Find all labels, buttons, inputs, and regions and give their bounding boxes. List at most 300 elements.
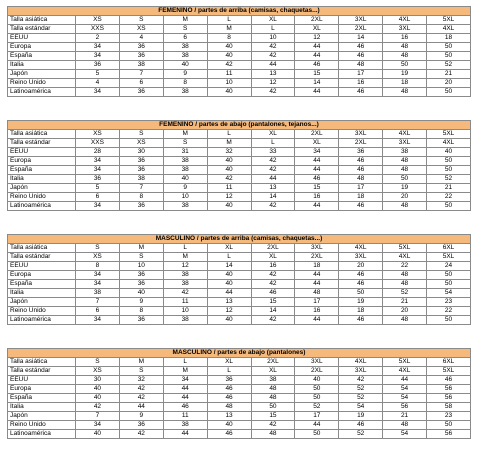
row-label: Reino Unido	[8, 193, 76, 202]
table-cell: 12	[207, 307, 251, 316]
table-cell: 2XL	[339, 139, 383, 148]
table-row	[8, 244, 471, 253]
table-cell: 40	[207, 280, 251, 289]
table-cell: 18	[339, 307, 383, 316]
row-label: Italia	[8, 175, 76, 184]
table-cell: 5XL	[427, 253, 471, 262]
table-row	[8, 376, 471, 385]
table-cell: 36	[119, 88, 163, 97]
table-title: FEMENINO / partes de arriba (camisas, chaquetas...)	[8, 7, 471, 16]
table-cell: 4XL	[339, 244, 383, 253]
row-label: Europa	[8, 385, 76, 394]
table-cell: 4XL	[427, 25, 471, 34]
table-cell: 50	[427, 271, 471, 280]
table-cell: 38	[163, 43, 207, 52]
row-label: España	[8, 280, 76, 289]
table-cell: 16	[251, 262, 295, 271]
table-cell: 18	[427, 34, 471, 43]
table-cell: 9	[119, 298, 163, 307]
table-cell: 54	[383, 430, 427, 439]
row-label: Japón	[8, 70, 76, 79]
table-cell: 34	[163, 376, 207, 385]
table-cell: 2XL	[295, 253, 339, 262]
table-cell: 8	[163, 79, 207, 88]
table-cell: 52	[383, 289, 427, 298]
table-cell: 50	[427, 166, 471, 175]
table-cell: 34	[76, 202, 120, 211]
table-cell: 48	[339, 175, 383, 184]
table-cell: 54	[427, 289, 471, 298]
table-cell: 15	[251, 298, 295, 307]
table-cell: M	[207, 139, 251, 148]
table-cell: 20	[427, 79, 471, 88]
table-cell: 50	[295, 394, 339, 403]
table-cell: 40	[207, 88, 251, 97]
table-cell: 46	[251, 289, 295, 298]
table-cell: 48	[383, 157, 427, 166]
table-cell: 21	[427, 184, 471, 193]
table-cell: 23	[427, 412, 471, 421]
table-cell: 22	[383, 262, 427, 271]
row-label: Italia	[8, 61, 76, 70]
row-label: Italia	[8, 289, 76, 298]
table-cell: 40	[207, 43, 251, 52]
table-cell: 48	[251, 394, 295, 403]
table-cell: 18	[295, 262, 339, 271]
table-cell: 38	[119, 61, 163, 70]
table-cell: 40	[207, 421, 251, 430]
table-cell: 8	[76, 262, 120, 271]
table-cell: 50	[427, 52, 471, 61]
table-row	[8, 175, 471, 184]
table-cell: 46	[339, 421, 383, 430]
row-label: Talla asiática	[8, 358, 76, 367]
table-cell: 28	[76, 148, 120, 157]
table-cell: 15	[251, 412, 295, 421]
table-cell: 50	[427, 280, 471, 289]
table-cell: 38	[163, 202, 207, 211]
table-cell: XS	[76, 253, 120, 262]
table-cell: 46	[163, 403, 207, 412]
table-cell: XS	[119, 139, 163, 148]
table-cell: 46	[339, 316, 383, 325]
table-cell: 56	[427, 385, 471, 394]
table-cell: 48	[251, 430, 295, 439]
table-cell: 50	[251, 403, 295, 412]
table-cell: 34	[76, 316, 120, 325]
table-cell: L	[207, 130, 251, 139]
row-label: España	[8, 394, 76, 403]
table-cell: S	[119, 16, 163, 25]
table-cell: XL	[251, 130, 295, 139]
table-cell: XS	[119, 25, 163, 34]
table-cell: 34	[295, 148, 339, 157]
table-cell: 44	[295, 157, 339, 166]
table-cell: 36	[119, 202, 163, 211]
row-label: Talla estándar	[8, 25, 76, 34]
table-cell: XS	[76, 130, 120, 139]
table-row	[8, 403, 471, 412]
table-cell: 50	[339, 289, 383, 298]
table-cell: 4XL	[339, 358, 383, 367]
table-row	[8, 166, 471, 175]
table-row	[8, 79, 471, 88]
table-cell: L	[207, 16, 251, 25]
table-cell: 12	[295, 34, 339, 43]
table-row	[8, 385, 471, 394]
table-cell: M	[119, 358, 163, 367]
row-label: Talla asiática	[8, 16, 76, 25]
table-cell: L	[207, 253, 251, 262]
table-cell: 44	[295, 316, 339, 325]
table-cell: 20	[383, 193, 427, 202]
table-cell: 10	[163, 193, 207, 202]
table-cell: 40	[207, 316, 251, 325]
row-label: Italia	[8, 403, 76, 412]
table-cell: 48	[383, 202, 427, 211]
table-cell: S	[119, 253, 163, 262]
table-row	[8, 148, 471, 157]
table-cell: 40	[163, 61, 207, 70]
table-cell: 34	[76, 280, 120, 289]
table-cell: 38	[76, 289, 120, 298]
table-cell: 9	[119, 412, 163, 421]
table-cell: 2XL	[295, 367, 339, 376]
table-row	[8, 262, 471, 271]
table-cell: 42	[251, 43, 295, 52]
table-cell: 50	[383, 61, 427, 70]
table-row	[8, 280, 471, 289]
table-cell: 10	[119, 262, 163, 271]
table-cell: 44	[251, 61, 295, 70]
row-label: Latinoamérica	[8, 202, 76, 211]
table-cell: XL	[251, 16, 295, 25]
table-cell: M	[163, 16, 207, 25]
table-cell: 17	[339, 184, 383, 193]
table-cell: 42	[207, 175, 251, 184]
table-cell: 38	[163, 88, 207, 97]
table-cell: 46	[207, 394, 251, 403]
table-row	[8, 139, 471, 148]
table-cell: 5XL	[427, 367, 471, 376]
men-tops-table	[7, 234, 471, 325]
table-cell: 18	[383, 79, 427, 88]
table-cell: L	[251, 25, 295, 34]
table-cell: 50	[295, 430, 339, 439]
table-cell: 33	[251, 148, 295, 157]
table-cell: 34	[76, 166, 120, 175]
table-cell: 50	[427, 316, 471, 325]
table-cell: 50	[295, 385, 339, 394]
table-row	[8, 316, 471, 325]
table-cell: 40	[76, 394, 120, 403]
table-cell: 3XL	[295, 244, 339, 253]
table-cell: M	[163, 253, 207, 262]
table-cell: XL	[251, 253, 295, 262]
table-cell: 54	[383, 385, 427, 394]
table-cell: 10	[251, 34, 295, 43]
table-cell: XS	[76, 16, 120, 25]
table-cell: 48	[207, 403, 251, 412]
table-cell: L	[207, 367, 251, 376]
table-row	[8, 358, 471, 367]
row-label: Talla estándar	[8, 367, 76, 376]
table-title: MASCULINO / partes de arriba (camisas, chaquetas...)	[8, 235, 471, 244]
table-cell: M	[119, 244, 163, 253]
table-cell: 2	[76, 34, 120, 43]
table-row	[8, 52, 471, 61]
table-cell: 40	[207, 52, 251, 61]
table-cell: 12	[251, 79, 295, 88]
table-cell: 7	[76, 412, 120, 421]
table-cell: 21	[427, 70, 471, 79]
table-cell: 4XL	[427, 139, 471, 148]
table-cell: 34	[76, 157, 120, 166]
table-row	[8, 253, 471, 262]
table-cell: 32	[207, 148, 251, 157]
table-cell: 52	[427, 175, 471, 184]
table-cell: 38	[251, 376, 295, 385]
table-cell: S	[76, 244, 120, 253]
table-cell: 4	[76, 79, 120, 88]
table-cell: 13	[251, 70, 295, 79]
table-cell: 34	[76, 421, 120, 430]
table-cell: 34	[76, 43, 120, 52]
men-bottoms-table	[7, 348, 471, 439]
table-cell: 46	[339, 43, 383, 52]
table-cell: 22	[427, 193, 471, 202]
table-cell: 48	[339, 61, 383, 70]
table-cell: 44	[295, 280, 339, 289]
table-cell: 36	[76, 61, 120, 70]
table-cell: 48	[383, 88, 427, 97]
row-label: España	[8, 166, 76, 175]
table-cell: 17	[339, 70, 383, 79]
table-cell: 11	[163, 298, 207, 307]
table-cell: 48	[383, 43, 427, 52]
table-cell: 48	[383, 421, 427, 430]
table-cell: 13	[207, 412, 251, 421]
table-cell: 42	[251, 271, 295, 280]
table-cell: 46	[339, 280, 383, 289]
table-cell: L	[163, 244, 207, 253]
table-row	[8, 394, 471, 403]
table-cell: 40	[427, 148, 471, 157]
table-cell: 4XL	[383, 367, 427, 376]
table-row	[8, 157, 471, 166]
table-cell: 50	[427, 157, 471, 166]
table-cell: 38	[163, 271, 207, 280]
table-cell: 14	[339, 34, 383, 43]
table-cell: 40	[76, 385, 120, 394]
table-cell: 42	[251, 88, 295, 97]
table-cell: XL	[251, 367, 295, 376]
table-cell: 3XL	[295, 358, 339, 367]
table-cell: 44	[295, 166, 339, 175]
table-cell: 46	[295, 61, 339, 70]
table-cell: 44	[163, 385, 207, 394]
table-cell: 44	[119, 403, 163, 412]
table-cell: 6	[119, 79, 163, 88]
table-row	[8, 193, 471, 202]
table-cell: 16	[295, 193, 339, 202]
row-label: Talla estándar	[8, 253, 76, 262]
row-label: EEUU	[8, 148, 76, 157]
table-cell: 40	[207, 271, 251, 280]
table-cell: 11	[163, 412, 207, 421]
table-cell: 48	[251, 385, 295, 394]
table-cell: 14	[295, 79, 339, 88]
table-cell: 7	[119, 70, 163, 79]
table-cell: 10	[207, 79, 251, 88]
table-cell: 15	[295, 184, 339, 193]
table-cell: 5XL	[383, 244, 427, 253]
row-label: EEUU	[8, 376, 76, 385]
row-label: España	[8, 52, 76, 61]
table-row	[8, 43, 471, 52]
row-label: Latinoamérica	[8, 316, 76, 325]
table-cell: 46	[207, 385, 251, 394]
table-row	[8, 412, 471, 421]
table-row	[8, 289, 471, 298]
table-cell: XL	[207, 244, 251, 253]
table-cell: 30	[119, 148, 163, 157]
table-cell: 42	[251, 421, 295, 430]
table-cell: 40	[76, 430, 120, 439]
table-cell: 40	[163, 175, 207, 184]
table-cell: 18	[339, 193, 383, 202]
table-cell: 16	[295, 307, 339, 316]
table-cell: 56	[427, 430, 471, 439]
table-cell: 38	[163, 316, 207, 325]
table-cell: 20	[383, 307, 427, 316]
table-cell: 44	[295, 88, 339, 97]
table-cell: M	[163, 367, 207, 376]
table-cell: 48	[383, 271, 427, 280]
table-title: MASCULINO / partes de abajo (pantalones)	[8, 349, 471, 358]
table-cell: 56	[383, 403, 427, 412]
table-cell: 42	[119, 394, 163, 403]
table-cell: XL	[207, 358, 251, 367]
table-cell: 36	[119, 421, 163, 430]
table-cell: 44	[295, 271, 339, 280]
table-cell: 50	[427, 88, 471, 97]
table-cell: 38	[119, 175, 163, 184]
table-cell: 5XL	[427, 16, 471, 25]
table-cell: 34	[76, 271, 120, 280]
table-cell: 42	[251, 202, 295, 211]
row-label: Talla estándar	[8, 139, 76, 148]
table-cell: 17	[295, 412, 339, 421]
table-cell: 36	[119, 157, 163, 166]
table-cell: 46	[339, 166, 383, 175]
row-label: Reino Unido	[8, 79, 76, 88]
table-cell: 52	[295, 403, 339, 412]
table-row	[8, 61, 471, 70]
row-label: Latinoamérica	[8, 88, 76, 97]
women-tops-table	[7, 6, 471, 97]
table-cell: M	[163, 130, 207, 139]
row-label: Talla asiática	[8, 130, 76, 139]
table-cell: 6	[76, 193, 120, 202]
table-cell: 14	[207, 262, 251, 271]
row-label: Europa	[8, 157, 76, 166]
table-cell: 17	[295, 298, 339, 307]
table-cell: 48	[383, 316, 427, 325]
table-cell: 54	[339, 403, 383, 412]
table-cell: 38	[163, 157, 207, 166]
table-cell: 36	[119, 271, 163, 280]
table-cell: 44	[295, 421, 339, 430]
row-label: Talla asiática	[8, 244, 76, 253]
table-cell: 42	[251, 52, 295, 61]
table-cell: 54	[383, 394, 427, 403]
table-cell: S	[119, 130, 163, 139]
table-cell: 42	[339, 376, 383, 385]
table-cell: 56	[427, 394, 471, 403]
table-cell: 2XL	[251, 244, 295, 253]
table-cell: 52	[339, 394, 383, 403]
table-cell: 46	[339, 202, 383, 211]
table-cell: 2XL	[295, 16, 339, 25]
table-cell: 24	[427, 262, 471, 271]
table-cell: 4XL	[383, 16, 427, 25]
table-row	[8, 88, 471, 97]
table-cell: 32	[119, 376, 163, 385]
row-label: Japón	[8, 184, 76, 193]
table-cell: 44	[383, 376, 427, 385]
row-label: EEUU	[8, 34, 76, 43]
table-cell: 42	[251, 157, 295, 166]
table-cell: 15	[295, 70, 339, 79]
table-cell: 38	[163, 421, 207, 430]
table-cell: 42	[251, 316, 295, 325]
table-cell: 19	[339, 298, 383, 307]
table-cell: L	[251, 139, 295, 148]
table-cell: 19	[383, 70, 427, 79]
table-cell: 21	[383, 412, 427, 421]
table-cell: 46	[427, 376, 471, 385]
table-cell: 6XL	[427, 358, 471, 367]
table-cell: 40	[207, 166, 251, 175]
row-label: Reino Unido	[8, 421, 76, 430]
table-cell: 36	[119, 166, 163, 175]
table-cell: L	[163, 358, 207, 367]
table-cell: 22	[427, 307, 471, 316]
table-cell: 12	[163, 262, 207, 271]
table-cell: M	[207, 25, 251, 34]
table-cell: 46	[339, 271, 383, 280]
table-cell: 3XL	[339, 16, 383, 25]
table-row	[8, 25, 471, 34]
table-cell: 38	[383, 148, 427, 157]
table-cell: 4XL	[383, 253, 427, 262]
table-cell: 7	[119, 184, 163, 193]
table-cell: 36	[119, 43, 163, 52]
row-label: Latinoamérica	[8, 430, 76, 439]
table-cell: 44	[251, 175, 295, 184]
table-cell: 16	[383, 34, 427, 43]
table-cell: XL	[295, 25, 339, 34]
table-row	[8, 271, 471, 280]
table-row	[8, 70, 471, 79]
table-row	[8, 34, 471, 43]
table-title: FEMENINO / partes de abajo (pantalones, tejanos...)	[8, 121, 471, 130]
table-cell: 2XL	[251, 358, 295, 367]
table-cell: 50	[427, 43, 471, 52]
table-cell: 52	[427, 61, 471, 70]
table-cell: 46	[339, 157, 383, 166]
